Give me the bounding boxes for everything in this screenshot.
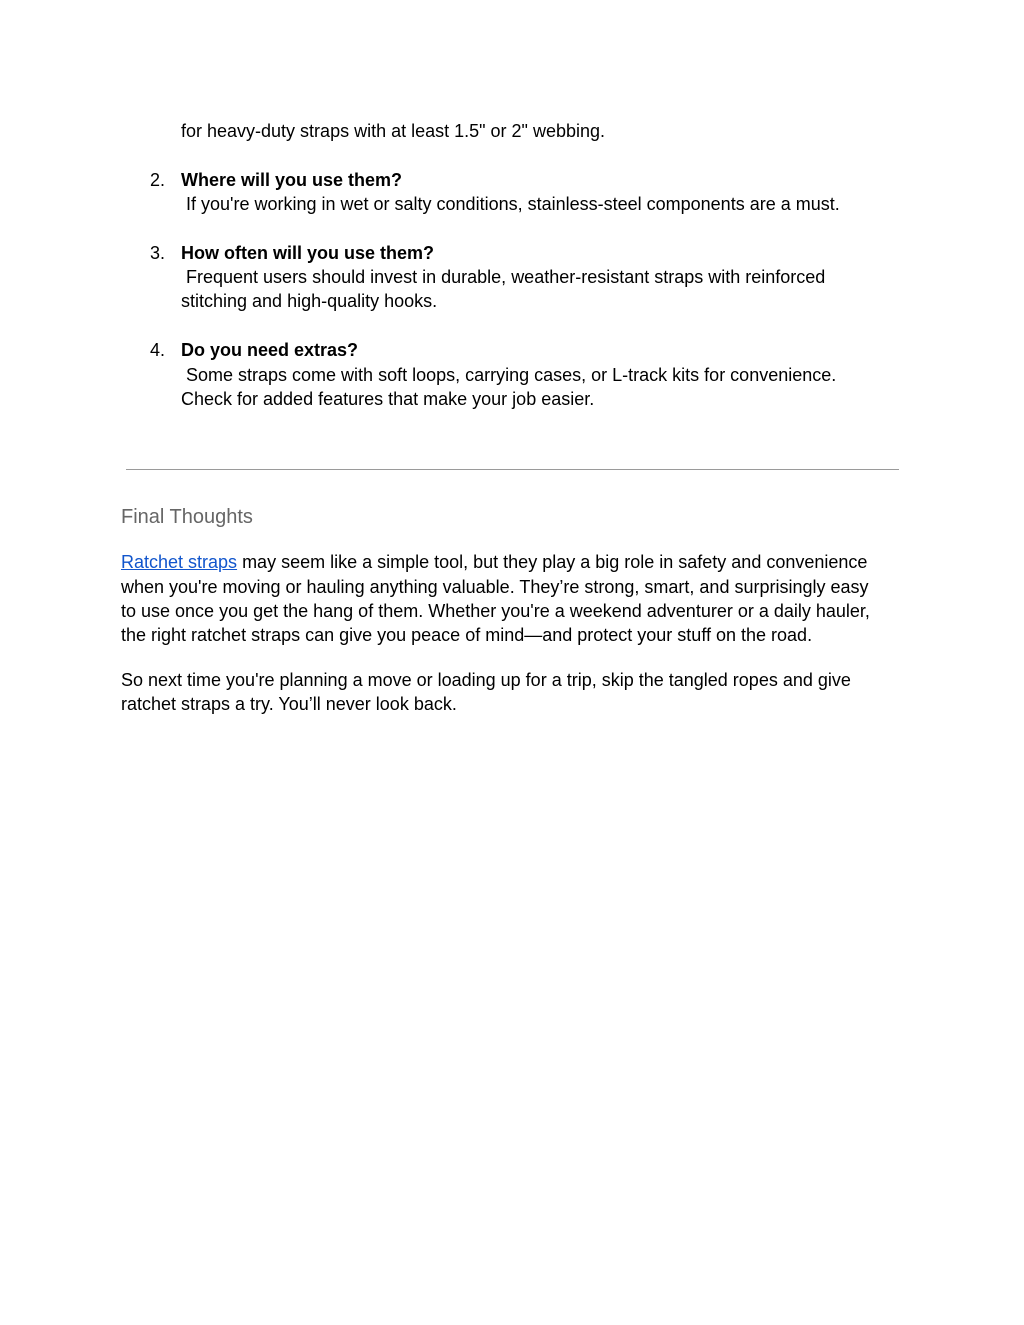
paragraph-1-line-4: the right ratchet straps can give you peace of mind—and protect your stuff on the road.	[121, 625, 813, 645]
list-question-2: Where will you use them?	[181, 170, 403, 190]
paragraph-1-line-3: to use once you get the hang of them. Whether you're a weekend adventurer or a daily hauler,	[121, 601, 870, 621]
list-answer-3-line-2: stitching and high-quality hooks.	[181, 291, 438, 311]
list-question-3: How often will you use them?	[181, 243, 435, 263]
paragraph-1-line-1	[121, 550, 867, 574]
section-heading-final-thoughts: Final Thoughts	[121, 506, 253, 528]
list-answer-3-line-1: Frequent users should invest in durable, weather-resistant straps with reinforced	[181, 267, 826, 287]
horizontal-divider	[126, 469, 899, 470]
paragraph-2-line-1: So next time you're planning a move or loading up for a trip, skip the tangled ropes and give	[121, 670, 851, 690]
list-number-2: 2.	[150, 170, 166, 190]
list-question-4: Do you need extras?	[181, 340, 359, 360]
list-answer-4-line-2: Check for added features that make your job easier.	[181, 389, 595, 409]
list-number-3: 3.	[150, 243, 166, 263]
ratchet-straps-link[interactable]: Ratchet straps	[121, 552, 238, 572]
list-answer-2-line-1: If you're working in wet or salty conditions, stainless-steel components are a must.	[181, 194, 840, 214]
paragraph-1-line-2: when you're moving or hauling anything valuable. They’re strong, smart, and surprisingly easy	[121, 577, 869, 597]
list-number-4: 4.	[150, 340, 166, 360]
list-answer-4-line-1: Some straps come with soft loops, carrying cases, or L-track kits for convenience.	[181, 365, 837, 385]
paragraph-1-line-1-text: may seem like a simple tool, but they play a big role in safety and convenience	[237, 552, 868, 572]
paragraph-2-line-2: ratchet straps a try. You’ll never look back.	[121, 694, 457, 714]
list-item-1-continuation: for heavy-duty straps with at least 1.5" or 2" webbing.	[181, 121, 605, 141]
